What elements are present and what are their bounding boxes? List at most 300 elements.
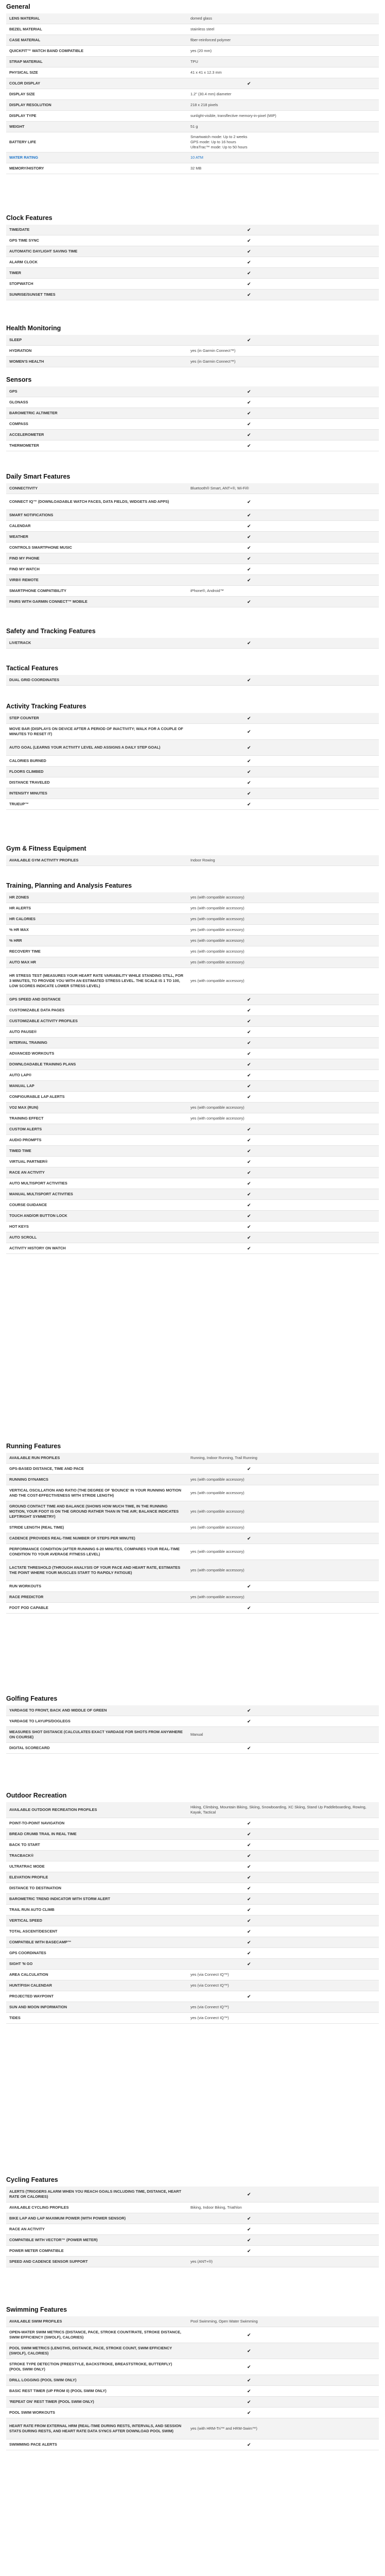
spec-label (6, 2397, 187, 2407)
spec-value-text: Indoor Rowing (190, 858, 215, 862)
spec-label-text: DRILL LOGGING (POOL SWIM ONLY) (9, 2378, 77, 2382)
checkmark-icon (187, 1851, 379, 1861)
spec-label-text: COMPASS (9, 421, 28, 426)
checkmark-icon (187, 543, 379, 553)
spec-value (187, 957, 379, 968)
checkmark-icon (187, 1135, 379, 1145)
spec-row (6, 1883, 379, 1894)
spec-value (187, 1485, 379, 1501)
spec-row (6, 925, 379, 936)
spec-value-text: yes (with compatible accessory) (190, 906, 244, 910)
spec-row (6, 1501, 379, 1522)
checkmark-icon (187, 2213, 379, 2224)
spec-label-text: MANUAL LAP (9, 1083, 34, 1088)
spec-label-text: VIRB® REMOTE (9, 578, 39, 582)
spec-value-text: yes (with compatible accessory) (190, 949, 244, 954)
spec-row (6, 1146, 379, 1157)
spec-row (6, 78, 379, 89)
checkmark-icon (187, 408, 379, 418)
spec-label (6, 2013, 187, 2023)
spec-label (6, 1157, 187, 1167)
spec-label-text: FIND MY WATCH (9, 567, 40, 571)
spec-value-text: yes (with compatible accessory) (190, 1509, 244, 1514)
spec-label-text: ALARM CLOCK (9, 260, 38, 264)
checkmark-icon (187, 2235, 379, 2245)
spec-row (6, 1603, 379, 1614)
spec-value (187, 24, 379, 35)
spec-label (6, 724, 187, 739)
spec-label-text: AVAILABLE GYM ACTIVITY PROFILES (9, 858, 79, 862)
checkmark-icon (187, 2386, 379, 2396)
checkmark-icon (187, 1081, 379, 1091)
spec-value-text: yes (with compatible accessory) (190, 1477, 244, 1482)
spec-label-text: TRACBACK® (9, 1853, 34, 1858)
section-title: Swimming Features (6, 2306, 67, 2313)
checkmark-icon (187, 1743, 379, 1753)
spec-label (6, 2002, 187, 2012)
spec-value (187, 2013, 379, 2023)
spec-label-text: CONNECTIVITY (9, 486, 38, 490)
spec-value (187, 2316, 379, 2327)
spec-label (6, 1603, 187, 1613)
spec-row (6, 1522, 379, 1533)
spec-label (6, 946, 187, 957)
checkmark-icon (187, 397, 379, 408)
spec-label (6, 2224, 187, 2234)
checkmark-icon (187, 553, 379, 564)
spec-row (6, 57, 379, 67)
spec-label-text: HYDRATION (9, 348, 32, 353)
spec-label (6, 1818, 187, 1828)
spec-label (6, 543, 187, 553)
spec-label (6, 968, 187, 994)
checkmark-icon (187, 2439, 379, 2450)
spec-label-text: YARDAGE TO FRONT, BACK AND MIDDLE OF GREEN (9, 1708, 107, 1713)
spec-label (6, 994, 187, 1005)
spec-table (6, 13, 379, 174)
spec-label (6, 713, 187, 723)
spec-label (6, 1522, 187, 1533)
spec-value-text: Manual (190, 1732, 203, 1737)
section-title: Golfing Features (6, 1695, 58, 1702)
spec-row (6, 2397, 379, 2408)
spec-row (6, 1851, 379, 1861)
spec-value (187, 855, 379, 866)
spec-row (6, 2418, 379, 2439)
spec-row (6, 675, 379, 686)
spec-row (6, 946, 379, 957)
checkmark-icon (187, 2327, 379, 2343)
spec-label (6, 1980, 187, 1991)
spec-label-text: PROJECTED WAYPOINT (9, 1994, 54, 1998)
spec-label-text: GROUND CONTACT TIME AND BALANCE (SHOWS HOW MUCH TIME, IN THE RUNNING MOTION, YOUR FOOT IS ON THE GROUND RATHER THAN IN THE AIR; BALANCE INDICATES LEFT/RIGHT SYMMETRY) (9, 1504, 179, 1519)
spec-row (6, 24, 379, 35)
spec-row (6, 235, 379, 246)
spec-label-text: VERTICAL SPEED (9, 1918, 42, 1923)
spec-value-text: 10 ATM (190, 155, 203, 160)
checkmark-icon (187, 756, 379, 766)
spec-row (6, 553, 379, 564)
spec-value-text: yes (with compatible accessory) (190, 895, 244, 900)
spec-label (6, 1070, 187, 1080)
spec-row (6, 788, 379, 799)
spec-label (6, 235, 187, 246)
spec-row (6, 1124, 379, 1135)
spec-label (6, 1189, 187, 1199)
spec-label-text: INTERVAL TRAINING (9, 1040, 47, 1045)
spec-row (6, 163, 379, 174)
checkmark-icon (187, 279, 379, 289)
spec-value (187, 914, 379, 924)
spec-label (6, 1592, 187, 1602)
spec-value (187, 1560, 379, 1581)
spec-label-text: AVAILABLE RUN PROFILES (9, 1455, 60, 1460)
spec-label-text: SUNRISE/SUNSET TIMES (9, 292, 56, 297)
spec-label (6, 675, 187, 685)
spec-row (6, 756, 379, 767)
spec-value-text: yes (with compatible accessory) (190, 1568, 244, 1572)
spec-label (6, 564, 187, 574)
spec-label-text: HR ALERTS (9, 906, 31, 910)
spec-label-text: TRAIL RUN AUTO CLIMB (9, 1907, 55, 1912)
spec-label (6, 2316, 187, 2327)
spec-value (187, 1802, 379, 1818)
spec-value (187, 903, 379, 913)
spec-label (6, 1146, 187, 1156)
spec-row (6, 1829, 379, 1840)
checkmark-icon (187, 510, 379, 520)
spec-table (6, 1453, 379, 1614)
spec-label-text: DISTANCE TRAVELED (9, 780, 50, 785)
spec-value-text: Pool Swimming, Open Water Swimming (190, 2319, 258, 2324)
spec-row (6, 2002, 379, 2013)
spec-row (6, 386, 379, 397)
spec-label-text: STOPWATCH (9, 281, 33, 286)
spec-row (6, 1716, 379, 1727)
spec-label-text: POWER METER COMPATIBLE (9, 2248, 64, 2253)
spec-table (6, 855, 379, 866)
spec-value-text: fiber-reinforced polymer (190, 38, 231, 42)
checkmark-icon (187, 1937, 379, 1947)
spec-row (6, 2359, 379, 2375)
spec-row (6, 268, 379, 279)
spec-label-text: % HR MAX (9, 927, 29, 932)
checkmark-icon (187, 225, 379, 235)
spec-label (6, 419, 187, 429)
spec-label-text: TIMER (9, 270, 21, 275)
spec-value (187, 152, 379, 163)
spec-row (6, 1592, 379, 1603)
spec-label (6, 67, 187, 78)
spec-label-text: DISPLAY RESOLUTION (9, 103, 51, 107)
spec-label (6, 521, 187, 531)
spec-table (6, 713, 379, 810)
spec-label (6, 892, 187, 903)
spec-label-text: YARDAGE TO LAYUPS/DOGLEGS (9, 1719, 71, 1723)
spec-row (6, 1872, 379, 1883)
spec-label (6, 1937, 187, 1947)
spec-value-text: yes (with compatible accessory) (190, 1549, 244, 1554)
checkmark-icon (187, 1178, 379, 1189)
spec-label-text: STROKE TYPE DETECTION (FREESTYLE, BACKSTROKE, BREASTSTROKE, BUTTERFLY) (POOL SWIM ONLY) (9, 2362, 172, 2371)
checkmark-icon (187, 440, 379, 451)
spec-row (6, 2187, 379, 2202)
spec-label (6, 925, 187, 935)
spec-label (6, 510, 187, 520)
checkmark-icon (187, 1948, 379, 1958)
spec-row (6, 346, 379, 357)
spec-label (6, 1872, 187, 1883)
spec-label (6, 1243, 187, 1253)
checkmark-icon (187, 2246, 379, 2256)
spec-label (6, 257, 187, 267)
spec-row (6, 1200, 379, 1211)
spec-label (6, 2257, 187, 2267)
spec-row (6, 1894, 379, 1905)
spec-row (6, 1959, 379, 1970)
spec-row (6, 494, 379, 510)
spec-label-text: HR STRESS TEST (MEASURES YOUR HEART RATE VARIABILITY WHILE STANDING STILL, FOR 3 MINUTES, TO PROVIDE YOU WITH AN ESTIMATED STRESS LEVEL. THE SCALE IS 1 TO 100, LOW SCORES INDICATE LOWER STRESS LEVEL) (9, 973, 184, 988)
spec-row (6, 564, 379, 575)
spec-label (6, 78, 187, 89)
checkmark-icon (187, 1829, 379, 1839)
spec-label (6, 1124, 187, 1134)
spec-label (6, 1232, 187, 1243)
section-title: Training, Planning and Analysis Features (6, 882, 132, 889)
spec-label (6, 1135, 187, 1145)
spec-label (6, 1829, 187, 1839)
spec-label (6, 1948, 187, 1958)
spec-label (6, 767, 187, 777)
section-title: Gym & Fitness Equipment (6, 845, 86, 852)
spec-row (6, 1581, 379, 1592)
spec-table (6, 675, 379, 686)
spec-row (6, 225, 379, 235)
spec-row (6, 2224, 379, 2235)
spec-value-text: yes (with compatible accessory) (190, 917, 244, 921)
spec-table (6, 1705, 379, 1754)
spec-row (6, 1157, 379, 1167)
checkmark-icon (187, 740, 379, 755)
spec-row (6, 767, 379, 777)
spec-label (6, 756, 187, 766)
spec-label-text: MEASURES SHOT DISTANCE (CALCULATES EXACT YARDAGE FOR SHOTS FROM ANYWHERE ON COURSE) (9, 1730, 183, 1739)
spec-row (6, 1038, 379, 1048)
spec-label (6, 46, 187, 56)
spec-row (6, 1211, 379, 1222)
spec-label (6, 152, 187, 163)
spec-row (6, 111, 379, 122)
spec-value (187, 111, 379, 121)
spec-value (187, 2257, 379, 2267)
spec-label-text: GPS TIME SYNC (9, 238, 39, 243)
spec-label-text: GPS (9, 389, 18, 394)
spec-value-text: TPU (190, 59, 198, 64)
spec-label (6, 1991, 187, 2002)
spec-label-text: BEZEL MATERIAL (9, 27, 42, 31)
spec-row (6, 1178, 379, 1189)
spec-label (6, 89, 187, 99)
spec-row (6, 1081, 379, 1092)
checkmark-icon (187, 1232, 379, 1243)
spec-label-text: SLEEP (9, 337, 22, 342)
spec-label (6, 2202, 187, 2213)
spec-row (6, 638, 379, 649)
checkmark-icon (187, 2359, 379, 2375)
spec-label-text: LENS MATERIAL (9, 16, 40, 21)
spec-value (187, 1501, 379, 1522)
spec-label-text: % HRR (9, 938, 22, 943)
spec-row (6, 1533, 379, 1544)
spec-label-text: AVAILABLE SWIM PROFILES (9, 2319, 62, 2324)
spec-label (6, 1038, 187, 1048)
spec-row (6, 1980, 379, 1991)
spec-label-text: FIND MY PHONE (9, 556, 40, 561)
spec-label-text: CONNECT IQ™ (DOWNLOADABLE WATCH FACES, DATA FIELDS, WIDGETS AND APPS) (9, 499, 169, 504)
spec-label (6, 2359, 187, 2375)
spec-label (6, 1851, 187, 1861)
spec-value (187, 13, 379, 24)
spec-value (187, 1727, 379, 1742)
checkmark-icon (187, 290, 379, 300)
spec-value (187, 35, 379, 45)
spec-label (6, 855, 187, 866)
spec-row (6, 46, 379, 57)
spec-label (6, 335, 187, 345)
spec-row (6, 1027, 379, 1038)
checkmark-icon (187, 1905, 379, 1915)
spec-row (6, 13, 379, 24)
checkmark-icon (187, 1818, 379, 1828)
spec-row (6, 290, 379, 300)
spec-label-text: FOOT POD CAPABLE (9, 1605, 48, 1610)
checkmark-icon (187, 1991, 379, 2002)
spec-label (6, 1005, 187, 1015)
spec-row (6, 777, 379, 788)
spec-label-text: ALERTS (TRIGGERS ALARM WHEN YOU REACH GOALS INCLUDING TIME, DISTANCE, HEART RATE OR CALORIES) (9, 2189, 182, 2199)
spec-label (6, 788, 187, 799)
spec-label-text: BATTERY LIFE (9, 140, 37, 144)
spec-table (6, 386, 379, 451)
spec-value (187, 1980, 379, 1991)
spec-label (6, 1178, 187, 1189)
spec-label-text: POOL SWIM METRICS (LENGTHS, DISTANCE, PACE, STROKE COUNT, SWIM EFFICIENCY (SWOLF), CALORIES) (9, 2346, 172, 2355)
spec-value (187, 46, 379, 56)
spec-label-text: AUTO PAUSE® (9, 1029, 37, 1034)
checkmark-icon (187, 268, 379, 278)
spec-label (6, 2386, 187, 2396)
spec-label-text: TRUEUP™ (9, 802, 29, 806)
spec-label-text: ACTIVITY HISTORY ON WATCH (9, 1246, 66, 1250)
spec-label (6, 346, 187, 356)
checkmark-icon (187, 2375, 379, 2385)
spec-label-text: MEMORY/HISTORY (9, 166, 44, 171)
spec-label-text: AUTO MULTISPORT ACTIVITIES (9, 1181, 67, 1185)
spec-row (6, 1113, 379, 1124)
spec-value (187, 2418, 379, 2439)
spec-label-text: RUN WORKOUTS (9, 1584, 41, 1588)
spec-row (6, 2343, 379, 2359)
checkmark-icon (187, 788, 379, 799)
spec-table (6, 225, 379, 300)
checkmark-icon (187, 2224, 379, 2234)
spec-value (187, 89, 379, 99)
checkmark-icon (187, 235, 379, 246)
spec-value-text: 1.2" (30.4 mm) diameter (190, 92, 232, 96)
spec-row (6, 1743, 379, 1754)
spec-label-text: GPS COORDINATES (9, 1951, 46, 1955)
spec-label-text: POINT-TO-POINT NAVIGATION (9, 1821, 65, 1825)
spec-label-text: SIGHT 'N GO (9, 1961, 33, 1966)
spec-value-text: 51 g (190, 124, 198, 129)
spec-row (6, 597, 379, 607)
checkmark-icon (187, 2408, 379, 2418)
spec-row (6, 357, 379, 367)
spec-label-text: COLOR DISPLAY (9, 81, 41, 86)
spec-label (6, 430, 187, 440)
spec-label-text: MANUAL MULTISPORT ACTIVITIES (9, 1192, 73, 1196)
spec-label-text: BREAD CRUMB TRAIL IN REAL TIME (9, 1832, 77, 1836)
spec-value-text: yes (with compatible accessory) (190, 927, 244, 932)
spec-label (6, 957, 187, 968)
spec-label-text: ADVANCED WORKOUTS (9, 1051, 55, 1056)
spec-label-text: WOMEN'S HEALTH (9, 359, 44, 364)
spec-label (6, 532, 187, 542)
spec-value-text: sunlight-visible, transflective memory-in-pixel (MIP) (190, 113, 276, 118)
spec-label (6, 1485, 187, 1501)
spec-label (6, 1464, 187, 1474)
spec-row (6, 892, 379, 903)
spec-label-text: DISPLAY TYPE (9, 113, 37, 118)
spec-label-text: FLOORS CLIMBED (9, 769, 44, 774)
spec-value-text: yes (via Connect IQ™) (190, 1983, 229, 1988)
spec-label-text: VERTICAL OSCILLATION AND RATIO (THE DEGREE OF 'BOUNCE' IN YOUR RUNNING MOTION AND THE COST-EFFECTIVENESS WITH STRIDE LENGTH) (9, 1488, 182, 1498)
spec-label (6, 1959, 187, 1969)
spec-row (6, 1705, 379, 1716)
spec-label (6, 1081, 187, 1091)
spec-row (6, 2386, 379, 2397)
spec-label (6, 132, 187, 152)
spec-row (6, 740, 379, 756)
spec-value-text: yes (with compatible accessory) (190, 978, 244, 983)
spec-label (6, 2439, 187, 2450)
spec-value (187, 67, 379, 78)
checkmark-icon (187, 1124, 379, 1134)
section-title: Activity Tracking Features (6, 703, 86, 710)
checkmark-icon (187, 1840, 379, 1850)
spec-row (6, 903, 379, 914)
spec-label-text: TIME/DATE (9, 227, 30, 232)
section-title: Safety and Tracking Features (6, 628, 96, 635)
spec-label (6, 494, 187, 510)
spec-row (6, 1475, 379, 1485)
spec-row (6, 2257, 379, 2267)
spec-row (6, 397, 379, 408)
spec-label (6, 1211, 187, 1221)
spec-row (6, 257, 379, 268)
spec-value (187, 163, 379, 174)
spec-label (6, 2235, 187, 2245)
spec-label-text: DISTANCE TO DESTINATION (9, 1886, 62, 1890)
spec-row (6, 936, 379, 946)
spec-label-text: BAROMETRIC TREND INDICATOR WITH STORM ALERT (9, 1896, 110, 1901)
spec-value (187, 100, 379, 110)
spec-label (6, 1501, 187, 1522)
checkmark-icon (187, 724, 379, 739)
spec-row (6, 1243, 379, 1254)
spec-label (6, 1802, 187, 1818)
spec-label (6, 408, 187, 418)
